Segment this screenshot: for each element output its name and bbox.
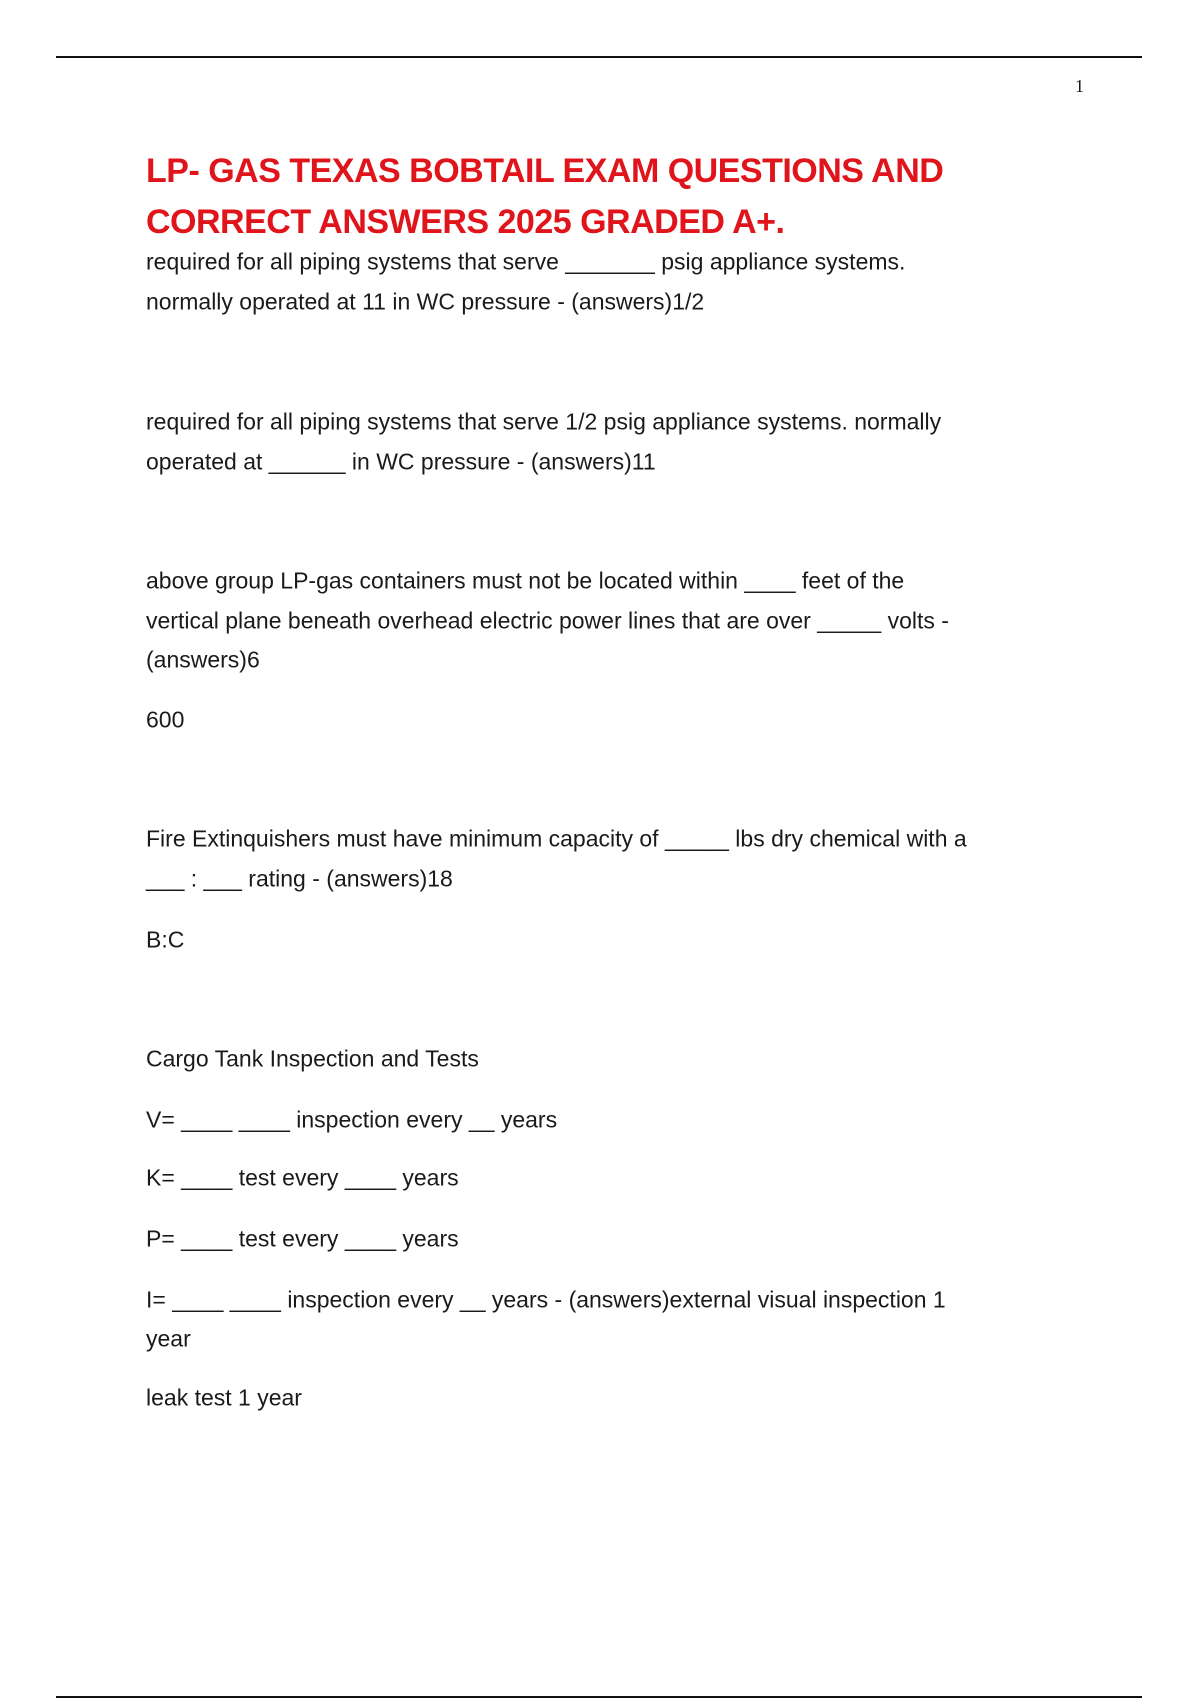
text-line: above group LP-gas containers must not be located within ____ feet of the: [146, 567, 905, 594]
page-number: 1: [1075, 76, 1084, 96]
text-line: Fire Extinquishers must have minimum capacity of _____ lbs dry chemical with a: [146, 825, 967, 852]
text-line: P= ____ test every ____ years: [146, 1225, 459, 1252]
text-line: year: [146, 1325, 191, 1352]
text-line: required for all piping systems that serve _______ psig appliance systems.: [146, 248, 906, 275]
text-line: I= ____ ____ inspection every __ years - (answers)external visual inspection 1: [146, 1286, 946, 1313]
text-line: ___ : ___ rating - (answers)18: [146, 865, 453, 892]
text-line: K= ____ test every ____ years: [146, 1164, 459, 1191]
text-line: Cargo Tank Inspection and Tests: [146, 1045, 479, 1072]
text-line: 600: [146, 706, 185, 733]
title-line: CORRECT ANSWERS 2025 GRADED A+.: [146, 203, 785, 241]
text-line: V= ____ ____ inspection every __ years: [146, 1106, 558, 1133]
title-line: LP- GAS TEXAS BOBTAIL EXAM QUESTIONS AND: [146, 152, 944, 190]
document-title: [146, 146, 1146, 248]
text-line: normally operated at 11 in WC pressure - (answers)1/2: [146, 288, 705, 315]
text-line: leak test 1 year: [146, 1384, 302, 1411]
footer-rule: [56, 1696, 1142, 1698]
text-line: required for all piping systems that serve 1/2 psig appliance systems. normally: [146, 408, 942, 435]
text-line: vertical plane beneath overhead electric power lines that are over _____ volts -: [146, 607, 949, 634]
text-line: B:C: [146, 926, 185, 953]
header-rule: [56, 56, 1142, 58]
text-line: operated at ______ in WC pressure - (answers)11: [146, 448, 656, 475]
text-line: (answers)6: [146, 646, 260, 673]
